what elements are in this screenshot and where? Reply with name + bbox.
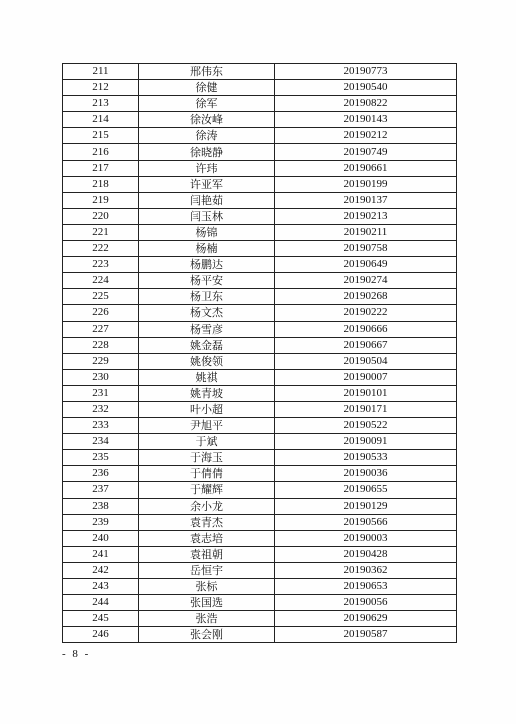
- row-number-cell: 243: [63, 579, 139, 595]
- row-number-cell: 223: [63, 257, 139, 273]
- id-cell: 20190274: [275, 273, 457, 289]
- name-cell: 邢伟东: [139, 64, 275, 80]
- id-cell: 20190533: [275, 450, 457, 466]
- id-cell: 20190428: [275, 546, 457, 562]
- id-cell: 20190653: [275, 579, 457, 595]
- name-cell: 袁祖朝: [139, 546, 275, 562]
- roster-table: [62, 63, 457, 643]
- row-number-cell: 244: [63, 595, 139, 611]
- name-cell: 许玮: [139, 160, 275, 176]
- id-cell: 20190213: [275, 208, 457, 224]
- name-cell: 尹旭平: [139, 418, 275, 434]
- row-number-cell: 232: [63, 401, 139, 417]
- row-number-cell: 237: [63, 482, 139, 498]
- row-number-cell: 231: [63, 385, 139, 401]
- row-number-cell: 221: [63, 224, 139, 240]
- id-cell: 20190504: [275, 353, 457, 369]
- id-cell: 20190522: [275, 418, 457, 434]
- table-row: [63, 595, 457, 611]
- name-cell: 袁志培: [139, 530, 275, 546]
- name-cell: 余小龙: [139, 498, 275, 514]
- row-number-cell: 242: [63, 562, 139, 578]
- table-row: [63, 96, 457, 112]
- table-row: [63, 579, 457, 595]
- id-cell: 20190171: [275, 401, 457, 417]
- id-cell: 20190268: [275, 289, 457, 305]
- name-cell: 于斌: [139, 434, 275, 450]
- table-row: [63, 112, 457, 128]
- row-number-cell: 229: [63, 353, 139, 369]
- table-row: [63, 385, 457, 401]
- table-row: [63, 546, 457, 562]
- row-number-cell: 241: [63, 546, 139, 562]
- name-cell: 岳恒宇: [139, 562, 275, 578]
- id-cell: 20190666: [275, 321, 457, 337]
- name-cell: 闫艳茹: [139, 192, 275, 208]
- id-cell: 20190137: [275, 192, 457, 208]
- id-cell: 20190667: [275, 337, 457, 353]
- id-cell: 20190212: [275, 128, 457, 144]
- table-row: [63, 498, 457, 514]
- row-number-cell: 226: [63, 305, 139, 321]
- id-cell: 20190143: [275, 112, 457, 128]
- id-cell: 20190587: [275, 627, 457, 643]
- id-cell: 20190773: [275, 64, 457, 80]
- roster-table-body: [63, 64, 457, 643]
- name-cell: 叶小超: [139, 401, 275, 417]
- name-cell: 姚祺: [139, 369, 275, 385]
- id-cell: 20190629: [275, 611, 457, 627]
- row-number-cell: 218: [63, 176, 139, 192]
- id-cell: 20190540: [275, 80, 457, 96]
- row-number-cell: 230: [63, 369, 139, 385]
- id-cell: 20190758: [275, 241, 457, 257]
- id-cell: 20190199: [275, 176, 457, 192]
- name-cell: 姚青坡: [139, 385, 275, 401]
- name-cell: 姚金磊: [139, 337, 275, 353]
- id-cell: 20190129: [275, 498, 457, 514]
- table-row: [63, 257, 457, 273]
- id-cell: 20190101: [275, 385, 457, 401]
- row-number-cell: 246: [63, 627, 139, 643]
- name-cell: 姚俊领: [139, 353, 275, 369]
- table-row: [63, 80, 457, 96]
- id-cell: 20190091: [275, 434, 457, 450]
- name-cell: 徐军: [139, 96, 275, 112]
- table-row: [63, 305, 457, 321]
- table-row: [63, 144, 457, 160]
- id-cell: 20190211: [275, 224, 457, 240]
- id-cell: 20190566: [275, 514, 457, 530]
- table-row: [63, 466, 457, 482]
- table-row: [63, 482, 457, 498]
- row-number-cell: 212: [63, 80, 139, 96]
- id-cell: 20190222: [275, 305, 457, 321]
- table-row: [63, 273, 457, 289]
- table-row: [63, 369, 457, 385]
- id-cell: 20190749: [275, 144, 457, 160]
- row-number-cell: 224: [63, 273, 139, 289]
- name-cell: 徐汝峰: [139, 112, 275, 128]
- row-number-cell: 245: [63, 611, 139, 627]
- table-row: [63, 321, 457, 337]
- name-cell: 于耀辉: [139, 482, 275, 498]
- name-cell: 袁青杰: [139, 514, 275, 530]
- name-cell: 于倩倩: [139, 466, 275, 482]
- row-number-cell: 225: [63, 289, 139, 305]
- table-row: [63, 208, 457, 224]
- name-cell: 杨文杰: [139, 305, 275, 321]
- name-cell: 杨雪彦: [139, 321, 275, 337]
- table-row: [63, 627, 457, 643]
- table-row: [63, 64, 457, 80]
- id-cell: 20190362: [275, 562, 457, 578]
- id-cell: 20190655: [275, 482, 457, 498]
- row-number-cell: 214: [63, 112, 139, 128]
- table-row: [63, 160, 457, 176]
- table-row: [63, 337, 457, 353]
- id-cell: 20190007: [275, 369, 457, 385]
- table-row: [63, 176, 457, 192]
- table-row: [63, 514, 457, 530]
- table-row: [63, 128, 457, 144]
- name-cell: 杨锦: [139, 224, 275, 240]
- row-number-cell: 219: [63, 192, 139, 208]
- id-cell: 20190661: [275, 160, 457, 176]
- name-cell: 许亚军: [139, 176, 275, 192]
- name-cell: 杨平安: [139, 273, 275, 289]
- row-number-cell: 227: [63, 321, 139, 337]
- row-number-cell: 240: [63, 530, 139, 546]
- table-row: [63, 224, 457, 240]
- table-row: [63, 418, 457, 434]
- name-cell: 张会刚: [139, 627, 275, 643]
- table-row: [63, 562, 457, 578]
- name-cell: 杨楠: [139, 241, 275, 257]
- name-cell: 张标: [139, 579, 275, 595]
- table-row: [63, 530, 457, 546]
- name-cell: 杨鹏达: [139, 257, 275, 273]
- table-row: [63, 241, 457, 257]
- table-row: [63, 611, 457, 627]
- row-number-cell: 220: [63, 208, 139, 224]
- row-number-cell: 217: [63, 160, 139, 176]
- row-number-cell: 211: [63, 64, 139, 80]
- row-number-cell: 236: [63, 466, 139, 482]
- id-cell: 20190036: [275, 466, 457, 482]
- name-cell: 闫玉林: [139, 208, 275, 224]
- table-row: [63, 192, 457, 208]
- name-cell: 徐晓静: [139, 144, 275, 160]
- row-number-cell: 222: [63, 241, 139, 257]
- table-row: [63, 289, 457, 305]
- table-row: [63, 401, 457, 417]
- row-number-cell: 239: [63, 514, 139, 530]
- table-row: [63, 450, 457, 466]
- name-cell: 张国选: [139, 595, 275, 611]
- row-number-cell: 238: [63, 498, 139, 514]
- row-number-cell: 234: [63, 434, 139, 450]
- id-cell: 20190003: [275, 530, 457, 546]
- id-cell: 20190056: [275, 595, 457, 611]
- row-number-cell: 215: [63, 128, 139, 144]
- id-cell: 20190649: [275, 257, 457, 273]
- name-cell: 张浩: [139, 611, 275, 627]
- page-number: - 8 -: [62, 648, 91, 660]
- row-number-cell: 216: [63, 144, 139, 160]
- id-cell: 20190822: [275, 96, 457, 112]
- name-cell: 于海玉: [139, 450, 275, 466]
- row-number-cell: 233: [63, 418, 139, 434]
- name-cell: 杨卫东: [139, 289, 275, 305]
- table-row: [63, 353, 457, 369]
- row-number-cell: 228: [63, 337, 139, 353]
- row-number-cell: 213: [63, 96, 139, 112]
- name-cell: 徐涛: [139, 128, 275, 144]
- name-cell: 徐健: [139, 80, 275, 96]
- table-row: [63, 434, 457, 450]
- row-number-cell: 235: [63, 450, 139, 466]
